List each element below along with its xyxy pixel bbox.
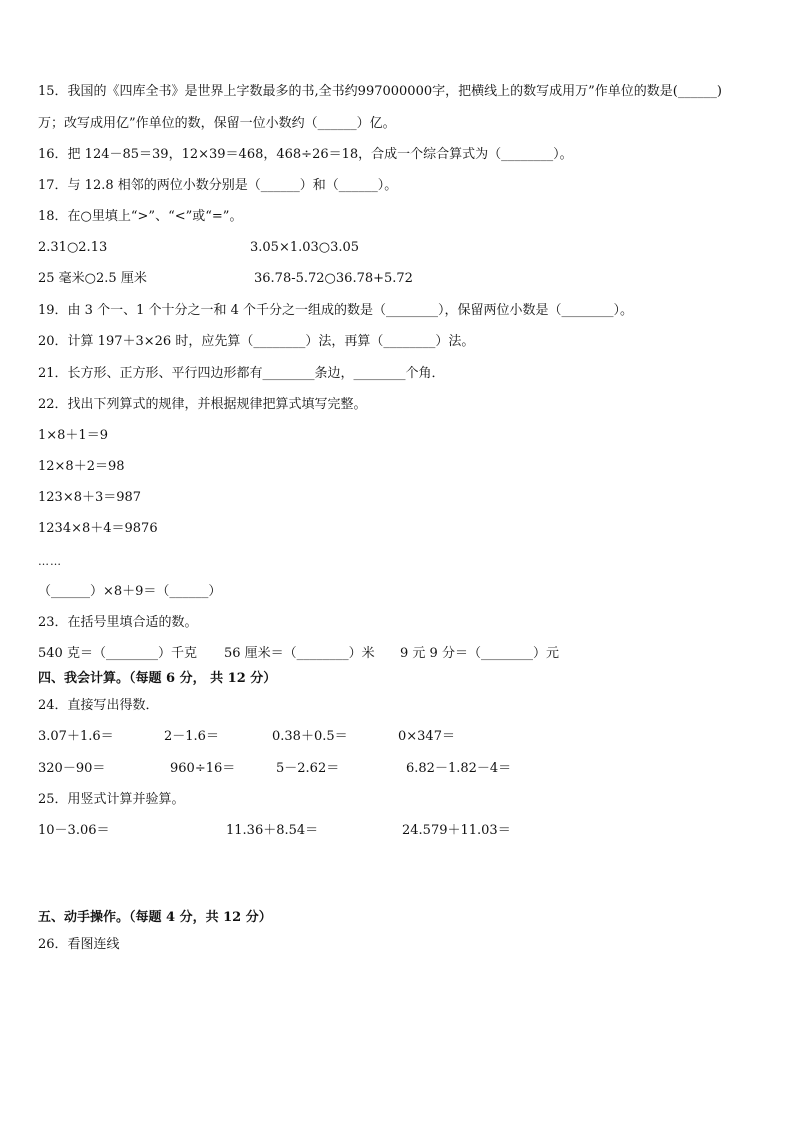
q16: 16．把 124－85＝39，12×39＝468，468÷26＝18，合成一个综合算式为（________）。 (38, 147, 573, 162)
q20: 20．计算 197＋3×26 时，应先算（________）法，再算（________）法。 (38, 334, 475, 349)
q17: 17．与 12.8 相邻的两位小数分别是（______）和（______）。 (38, 178, 398, 193)
section-5-heading: 五、动手操作。（每题 4 分，共 12 分） (38, 910, 272, 925)
q24-calc: 5－2.62＝ (276, 761, 340, 776)
q18-item-c: 25 毫米○2.5 厘米 (38, 271, 147, 286)
q22-row: 123×8＋3＝987 (38, 490, 142, 505)
q18-title: 18．在○里填上“>”、“<”或“=”。 (38, 209, 243, 224)
q22-title: 22．找出下列算式的规律，并根据规律把算式填写完整。 (38, 397, 367, 412)
q22-blank: （______）×8＋9＝（______） (38, 584, 222, 599)
q22-ellipsis: …… (38, 555, 62, 568)
q21: 21．长方形、正方形、平行四边形都有________条边，________个角． (38, 366, 445, 381)
q24-title: 24．直接写出得数． (38, 698, 159, 713)
q23-item-c: 9 元 9 分＝（________）元 (400, 646, 559, 661)
q18-item-b: 3.05×1.03○3.05 (250, 240, 360, 255)
q18-item-d: 36.78-5.72○36.78+5.72 (254, 271, 413, 286)
q24-calc: 0×347＝ (398, 729, 455, 744)
q22-row: 1×8＋1＝9 (38, 428, 108, 443)
q24-calc: 960÷16＝ (170, 761, 236, 776)
q24-calc: 3.07＋1.6＝ (38, 729, 114, 744)
q15-line2: 万；改写成用亿”作单位的数，保留一位小数约（______）亿。 (38, 116, 396, 131)
q25-item: 10－3.06＝ (38, 823, 110, 838)
q22-row: 12×8＋2＝98 (38, 459, 125, 474)
q18-item-a: 2.31○2.13 (38, 240, 108, 255)
q19: 19．由 3 个一、1 个十分之一和 4 个千分之一组成的数是（________），保留两位小数是（________）。 (38, 303, 634, 318)
q25-item: 24.579＋11.03＝ (402, 823, 511, 838)
q23-title: 23．在括号里填合适的数。 (38, 615, 198, 630)
q25-item: 11.36＋8.54＝ (226, 823, 319, 838)
q24-calc: 2－1.6＝ (164, 729, 219, 744)
q22-row: 1234×8＋4＝9876 (38, 521, 158, 536)
q24-calc: 6.82－1.82－4＝ (406, 761, 512, 776)
q24-calc: 0.38＋0.5＝ (272, 729, 348, 744)
q15-line1: 15．我国的《四库全书》是世界上字数最多的书,全书约997000000字，把横线上的数写成用万”作单位的数是(______) (38, 84, 722, 99)
q23-item-a: 540 克＝（________）千克 (38, 646, 197, 661)
q24-calc: 320－90＝ (38, 761, 106, 776)
q26: 26．看图连线 (38, 937, 120, 952)
q23-item-b: 56 厘米＝（________）米 (224, 646, 375, 661)
q25-title: 25．用竖式计算并验算。 (38, 792, 185, 807)
section-4-heading: 四、我会计算。（每题 6 分， 共 12 分） (38, 671, 277, 686)
